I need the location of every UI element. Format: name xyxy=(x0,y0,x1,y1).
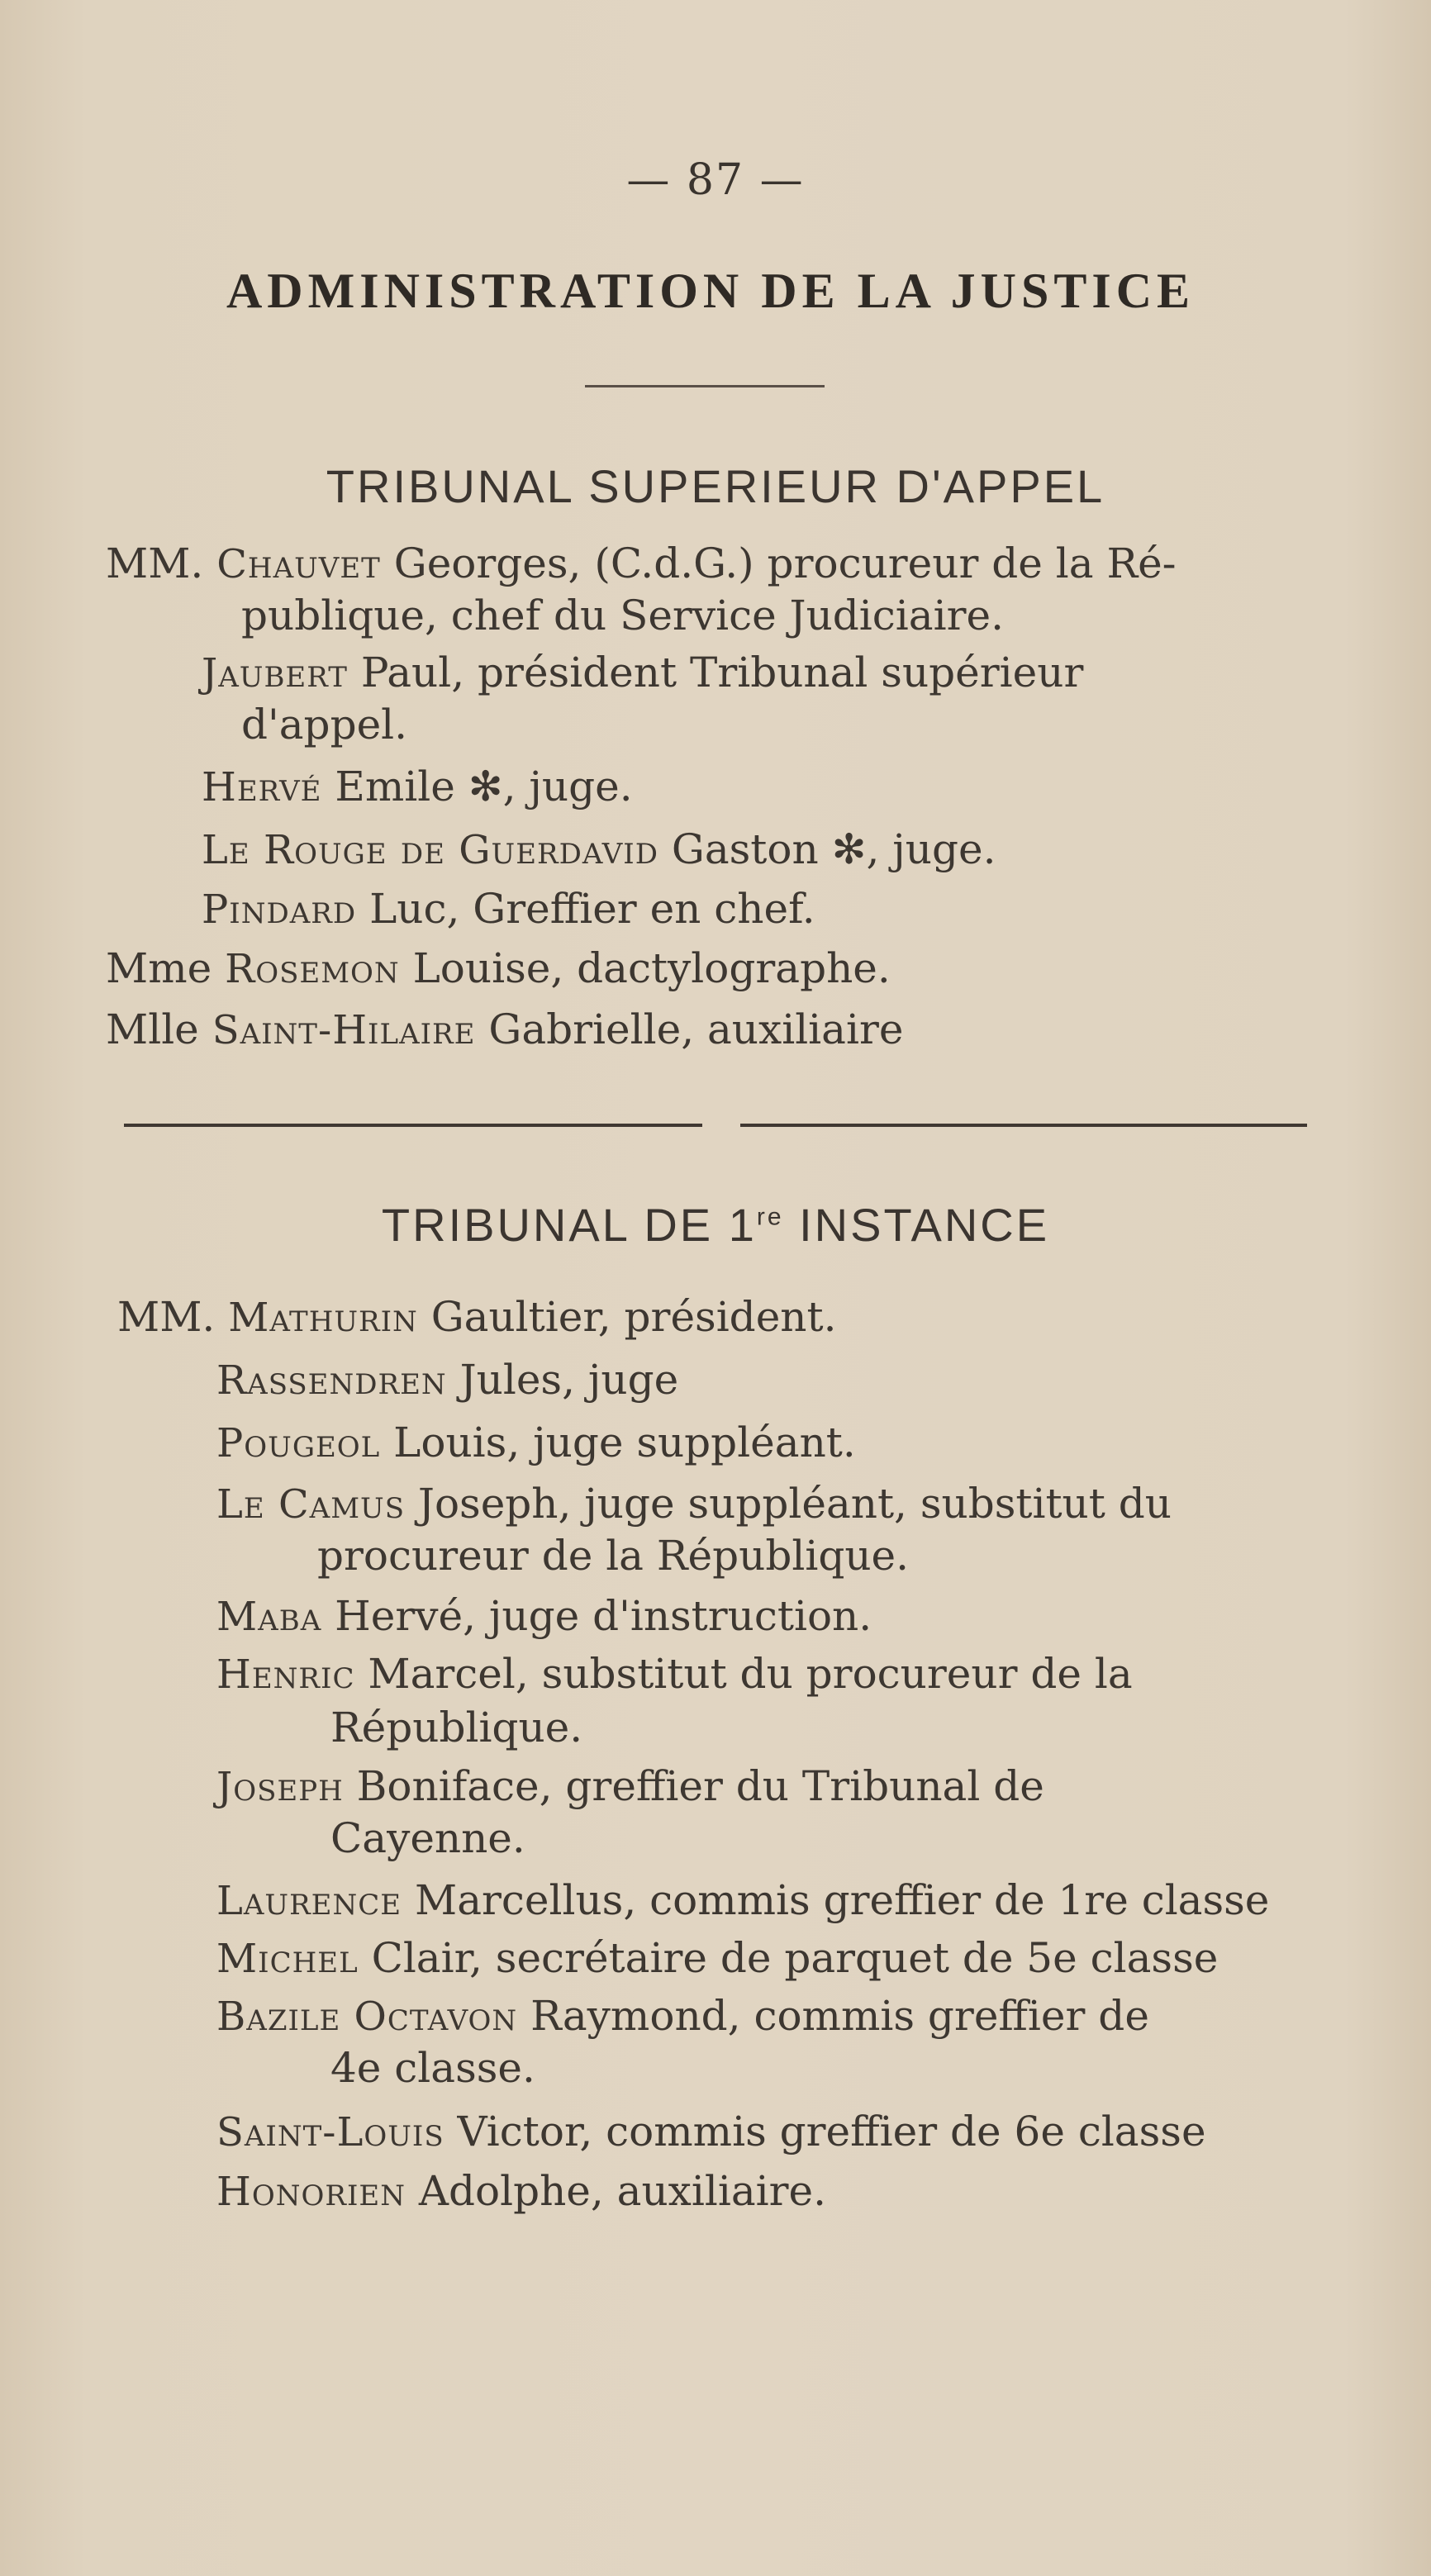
entry-surname: Joseph xyxy=(216,1764,344,1810)
list-item xyxy=(216,1477,1172,1531)
list-item xyxy=(216,1760,1044,1813)
entry-continuation: 4e classe. xyxy=(330,2044,535,2092)
list-item xyxy=(202,823,996,877)
list-item xyxy=(216,2165,826,2218)
entry-detail: Marcellus, commis greffier de 1re classe xyxy=(415,1876,1270,1924)
heading-text-end: INSTANCE xyxy=(783,1199,1050,1251)
list-item xyxy=(117,1290,836,1344)
entry-continuation: procureur de la République. xyxy=(317,1532,910,1580)
entry-surname: Honorien xyxy=(216,2169,406,2215)
entry-surname: Le Rouge de Guerdavid xyxy=(202,827,658,873)
list-item xyxy=(106,537,1177,591)
section-heading-first-instance xyxy=(0,1198,1431,1252)
list-item xyxy=(106,942,891,996)
entry-detail: Hervé, juge d'instruction. xyxy=(335,1592,872,1640)
list-item xyxy=(216,1416,856,1470)
list-item xyxy=(106,1003,903,1057)
list-item xyxy=(202,760,633,814)
list-item xyxy=(216,2105,1206,2159)
entry-detail: Gaultier, président. xyxy=(430,1293,837,1341)
entry-surname: Mathurin xyxy=(228,1295,418,1341)
heading-text: TRIBUNAL DE 1 xyxy=(381,1199,757,1251)
list-item xyxy=(216,1647,1133,1701)
entry-surname: Laurence xyxy=(216,1878,402,1924)
entry-surname: Rassendren xyxy=(216,1357,447,1404)
entry-continuation: publique, chef du Service Judiciaire. xyxy=(241,592,1004,639)
list-item xyxy=(216,1590,872,1643)
heading-superscript: re xyxy=(756,1203,784,1231)
entry-continuation: d'appel. xyxy=(241,701,408,749)
entry-continuation: Cayenne. xyxy=(330,1814,525,1862)
entry-detail: Boniface, greffier du Tribunal de xyxy=(356,1762,1044,1810)
entry-detail: Jules, juge xyxy=(459,1356,679,1404)
section-divider-right xyxy=(740,1124,1307,1127)
entry-surname: Chauvet xyxy=(216,541,381,587)
entry-surname: Saint-Hilaire xyxy=(212,1007,476,1053)
list-item xyxy=(216,1989,1149,2043)
entry-surname: Le Camus xyxy=(216,1481,405,1528)
entry-detail: Luc, Greffier en chef. xyxy=(369,885,815,933)
entry-detail: Joseph, juge suppléant, substitut du xyxy=(417,1480,1172,1528)
entry-detail: Paul, président Tribunal supérieur xyxy=(360,649,1084,696)
entry-detail: Clair, secrétaire de parquet de 5e classe xyxy=(371,1934,1219,1982)
entry-prefix: Mlle xyxy=(106,1005,199,1053)
entry-detail: Louise, dactylographe. xyxy=(412,944,891,992)
entry-detail: Marcel, substitut du procureur de la xyxy=(368,1650,1133,1698)
page-number: — 87 — xyxy=(626,155,805,205)
entry-detail: Raymond, commis greffier de xyxy=(530,1992,1149,2040)
section-divider-left xyxy=(124,1124,702,1127)
entry-prefix: MM. xyxy=(106,539,204,587)
list-item xyxy=(216,1932,1218,1985)
entry-detail: Gaston ✻, juge. xyxy=(671,825,996,873)
entry-surname: Michel xyxy=(216,1936,359,1982)
entry-prefix: MM. xyxy=(117,1293,216,1341)
entry-surname: Maba xyxy=(216,1594,322,1640)
entry-surname: Hervé xyxy=(202,764,322,810)
entry-detail: Gabrielle, auxiliaire xyxy=(488,1005,904,1053)
entry-surname: Jaubert xyxy=(202,650,348,696)
entry-detail: Georges, (C.d.G.) procureur de la Ré- xyxy=(393,539,1177,587)
entry-detail: Emile ✻, juge. xyxy=(335,763,633,810)
page-title: ADMINISTRATION DE LA JUSTICE xyxy=(226,264,1196,318)
entry-surname: Pougeol xyxy=(216,1420,381,1466)
entry-continuation: République. xyxy=(330,1704,583,1751)
entry-surname: Henric xyxy=(216,1652,355,1698)
entry-detail: Victor, commis greffier de 6e classe xyxy=(457,2108,1206,2155)
list-item xyxy=(216,1353,678,1407)
entry-detail: Adolphe, auxiliaire. xyxy=(418,2167,827,2215)
list-item xyxy=(202,646,1083,700)
list-item xyxy=(202,882,815,936)
title-divider xyxy=(585,385,825,387)
entry-surname: Saint-Louis xyxy=(216,2109,445,2155)
entry-surname: Pindard xyxy=(202,886,357,933)
entry-surname: Rosemon xyxy=(225,946,400,992)
section-heading-appeal: TRIBUNAL SUPERIEUR D'APPEL xyxy=(326,460,1105,512)
entry-detail: Louis, juge suppléant. xyxy=(393,1419,856,1466)
entry-prefix: Mme xyxy=(106,944,212,992)
entry-surname: Bazile Octavon xyxy=(216,1994,518,2040)
list-item xyxy=(216,1874,1269,1927)
